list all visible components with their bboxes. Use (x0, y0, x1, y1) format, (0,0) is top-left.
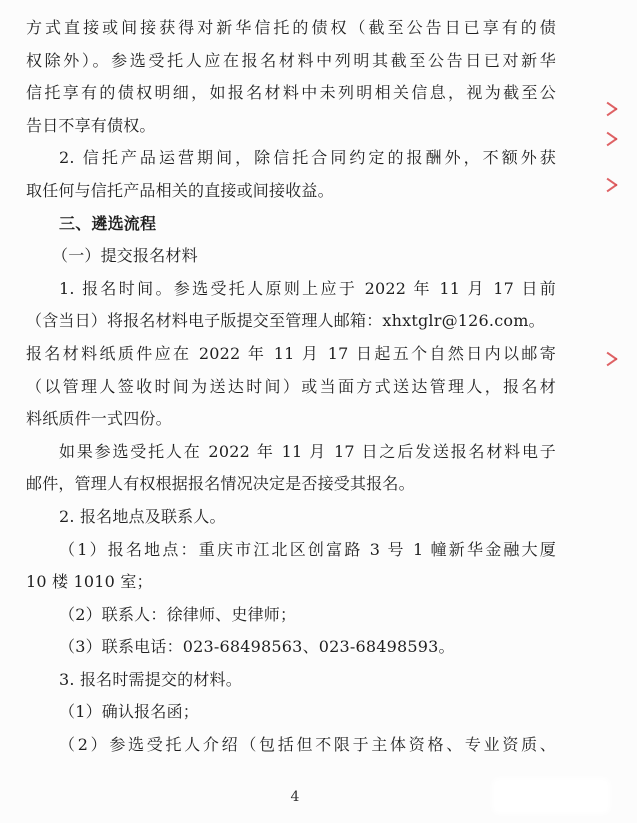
subsection-heading: （一）提交报名材料 (52, 246, 198, 266)
seal-stamp-mark (606, 178, 616, 192)
seal-stamp-mark (606, 352, 616, 366)
text-line: （3）联系电话：023-68498563、023-68498593。 (59, 637, 455, 657)
text-line: 权除外）。参选受托人应在报名材料中列明其截至公告日已对新华 (26, 50, 556, 70)
text-line: 报名材料纸质件应在 2022 年 11 月 17 日起五个自然日内以邮寄 (26, 343, 556, 363)
text-line: 2. 信托产品运营期间，除信托合同约定的报酬外，不额外获 (59, 148, 556, 168)
text-line: 邮件，管理人有权根据报名情况决定是否接受其报名。 (26, 474, 415, 494)
text-line: 料纸质件一式四份。 (26, 409, 172, 429)
redacted-area (495, 781, 607, 811)
text-line: （2）参选受托人介绍（包括但不限于主体资格、专业资质、 (59, 735, 556, 755)
text-line: 告日不享有债权。 (26, 115, 156, 135)
text-line: 方式直接或间接获得对新华信托的债权（截至公告日已享有的债 (26, 18, 556, 37)
text-line: 3. 报名时需提交的材料。 (59, 669, 242, 689)
text-line: （2）联系人：徐律师、史律师； (59, 604, 297, 624)
page-number: 4 (290, 789, 300, 805)
text-line: （1）确认报名函； (59, 702, 199, 722)
text-line: （含当日）将报名材料电子版提交至管理人邮箱：xhxtglr@126.com。 (26, 311, 545, 331)
text-line: （以管理人签收时间为送达时间）或当面方式送达管理人，报名材 (26, 376, 556, 396)
text-line: 取任何与信托产品相关的直接或间接收益。 (26, 180, 334, 200)
text-line: 2. 报名地点及联系人。 (59, 506, 226, 526)
document-body (26, 12, 556, 762)
text-line: 如果参选受托人在 2022 年 11 月 17 日之后发送报名材料电子 (59, 441, 556, 461)
text-line: 1. 报名时间。参选受托人原则上应于 2022 年 11 月 17 日前 (59, 278, 556, 298)
text-line: 10 楼 1010 室； (26, 572, 153, 592)
section-heading: 三、遴选流程 (59, 213, 157, 233)
seal-stamp-mark (606, 102, 616, 116)
text-line: 信托享有的债权明细，如报名材料中未列明相关信息，视为截至公 (26, 83, 556, 103)
seal-stamp-mark (606, 132, 616, 146)
text-line: （1）报名地点：重庆市江北区创富路 3 号 1 幢新华金融大厦 (59, 539, 556, 559)
